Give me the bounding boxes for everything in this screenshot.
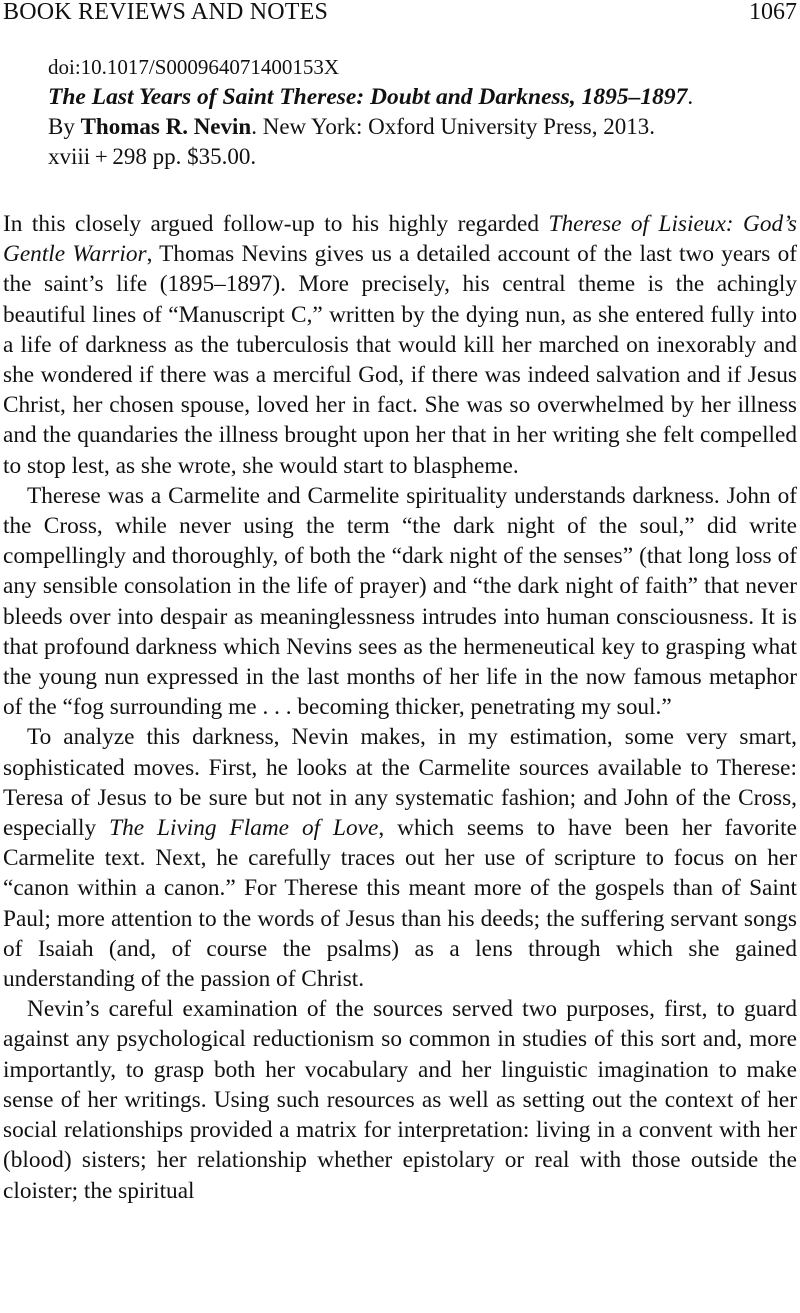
cited-work-title: The Living Flame of Love — [109, 815, 379, 842]
pages-price: xviii + 298 pp. $35.00. — [48, 144, 257, 169]
review-body — [3, 209, 797, 1206]
doi-link[interactable]: doi:10.1017/S000964071400153X — [48, 55, 340, 79]
running-head-title: BOOK REVIEWS AND NOTES — [3, 0, 329, 25]
paragraph-2: Therese was a Carmelite and Carmelite spirituality understands darkness. John of the Cross, while never using the term “the dark night of the soul,” did write compellingly and thoroughly, of both the “dark night of the senses” (that long loss of any sensible consolation in the life of prayer) and “the dark night of faith” that never bleeds over into despair as meaninglessness intrudes into human consciousness. It is that profound darkness which Nevins sees as the hermeneutical key to grasping what the young nun expressed in the last months of her life in the now famous metaphor of the “fog surrounding me . . . becoming thicker, penetrating my soul.” — [3, 482, 797, 721]
paragraph-1 — [3, 209, 797, 481]
paragraph-1-text-a: In this closely argued follow-up to his highly regarded — [3, 211, 549, 237]
publication-info: . New York: Oxford University Press, 2013. — [251, 114, 655, 139]
by-prefix: By — [48, 114, 81, 139]
book-title: The Last Years of Saint Therese: Doubt and Darkness, 1895–1897 — [48, 84, 688, 110]
paragraph-3-text-a: To analyze this darkness, Nevin makes, in my estimation, some very smart, sophisticated moves. First, he looks at the Carmelite sources available to Therese: Teresa of Jesus to be sure but not in any systematic fashion; and John of the Cross, especially — [3, 724, 797, 842]
paragraph-1-text-b: , Thomas Nevins gives us a detailed account of the last two years of the saint’s life (1895–1897). More precisely, his central theme is the achingly beautiful lines of “Manuscript C,” written by the dying nun, as she entered fully into a life of darkness as the tuberculosis that would kill her marched on inexorably and she wondered if there was a merciful God, if there was indeed salvation and if Jesus Christ, her chosen spouse, loved her in fact. She was so overwhelmed by her illness and the quandaries the illness brought upon her that in her writing she felt compelled to stop lest, as she wrote, she would start to blaspheme. — [3, 241, 797, 479]
book-title-period: . — [687, 84, 694, 109]
paragraph-4: Nevin’s careful examination of the sources served two purposes, first, to guard against any psychological reductionism so common in studies of this sort and, more importantly, to grasp both her vocabulary and her linguistic imagination to make sense of her writings. Using such resources as well as setting out the context of her social relationships provided a matrix for interpretation: living in a convent with her (blood) sisters; her relationship whether epistolary or real with those outside the cloister; the spiritual — [3, 996, 797, 1204]
publication-line — [48, 112, 768, 142]
paragraph-3-text-b: , which seems to have been her favorite Carmelite text. Next, he carefully traces out her use of scripture to focus on her “canon within a canon.” For Therese this meant more of the gospels than of Saint Paul; more attention to the words of Jesus than his deeds; the suffering servant songs of Isaiah (and, of course the psalms) as a lens through which she gained understanding of the passion of Christ. — [3, 815, 797, 993]
cited-book-title: Therese of Lisieux: God’s Gentle Warrior — [3, 211, 797, 268]
page-number: 1067 — [749, 0, 797, 25]
book-title-line — [48, 82, 768, 112]
review-citation — [48, 52, 768, 172]
running-head — [3, 0, 797, 28]
book-author: Thomas R. Nevin — [80, 114, 252, 139]
paragraph-3 — [3, 722, 797, 994]
